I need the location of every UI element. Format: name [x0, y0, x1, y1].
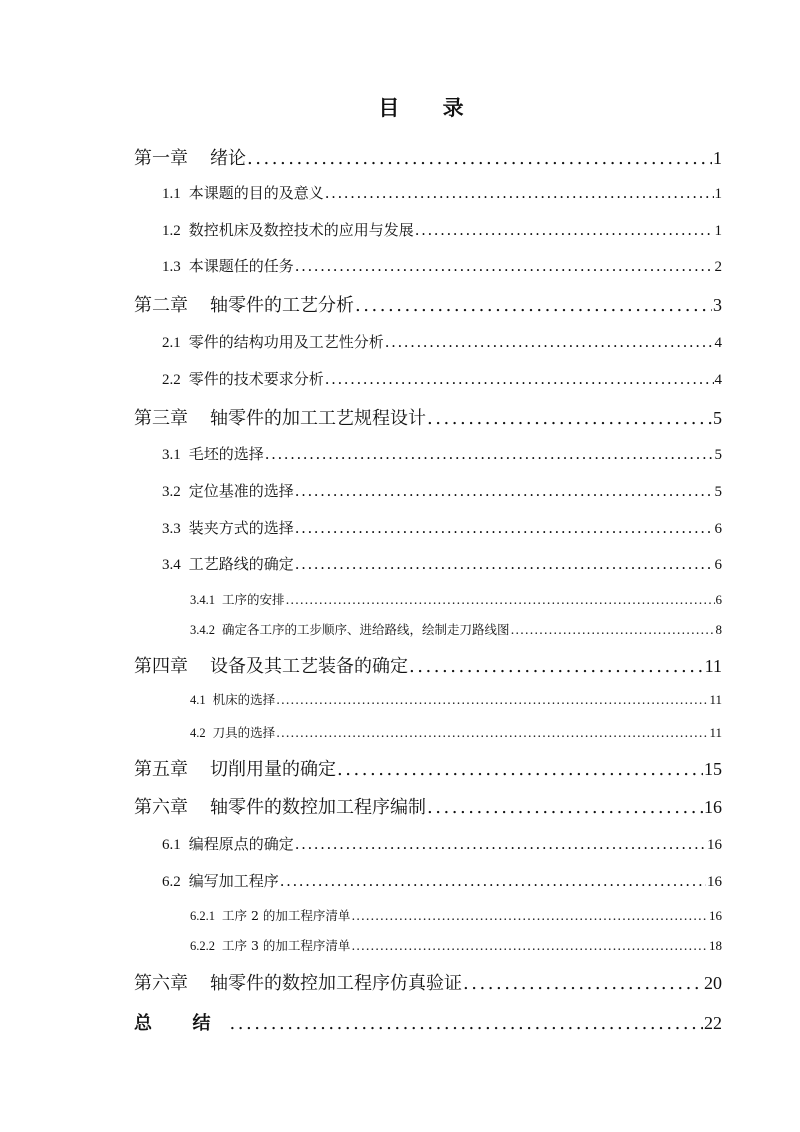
- toc-entry-number: 3.4.2: [190, 623, 215, 637]
- dot-leader: [280, 872, 706, 890]
- toc-entry-page-number: 11: [709, 725, 722, 740]
- toc-entry-number: 3.4: [162, 557, 181, 573]
- toc-entry[interactable]: [134, 404, 722, 430]
- toc-entry-page-number: 16: [709, 908, 722, 923]
- toc-entry-title: 零件的结构功用及工艺性分析: [188, 333, 384, 351]
- toc-entry[interactable]: [190, 620, 722, 638]
- toc-entry-page-number: 1: [713, 148, 722, 168]
- toc-entry-label: [190, 620, 510, 638]
- toc-entry-page-number: 3: [713, 295, 722, 315]
- dot-leader: [351, 938, 708, 953]
- toc-entry-page-number: 20: [704, 973, 722, 993]
- toc-entry-page-number: 16: [707, 837, 722, 853]
- dot-leader: [351, 908, 708, 923]
- toc-entry[interactable]: [134, 144, 722, 170]
- toc-entry-label: [162, 219, 414, 240]
- toc-entry-title: 本课题任的任务: [188, 257, 294, 275]
- toc-entry-label: [134, 755, 336, 781]
- toc-entry-page-number: 1: [714, 186, 722, 202]
- toc-entry[interactable]: [134, 652, 722, 678]
- dot-leader: [295, 482, 714, 500]
- toc-entry-label: [162, 833, 294, 854]
- toc-entry-label: [190, 906, 350, 924]
- toc-entry-number: 第六章: [134, 797, 188, 817]
- toc-entry-title: 轴零件的数控加工程序编制: [210, 797, 426, 818]
- toc-entry[interactable]: [190, 690, 722, 708]
- toc-entry-page-number: 15: [704, 759, 722, 779]
- toc-entry-label: [162, 331, 384, 352]
- toc-entry-title: 轴零件的工艺分析: [210, 295, 354, 316]
- toc-entry-number: 第五章: [134, 759, 188, 779]
- toc-entry-number: 4.1: [190, 693, 206, 707]
- toc-entry[interactable]: [190, 723, 722, 741]
- dot-leader: [427, 408, 712, 429]
- toc-entry-number: 第四章: [134, 656, 188, 676]
- toc-entry-label: [162, 368, 324, 389]
- dot-leader: [295, 519, 714, 537]
- toc-entry-label: [134, 969, 462, 995]
- toc-entry-page-number: 11: [704, 656, 722, 676]
- toc-entry-title: 数控机床及数控技术的应用与发展: [188, 221, 414, 239]
- toc-entry-title: 工序的安排: [222, 592, 285, 607]
- toc-entry-number: 2.2: [162, 372, 181, 388]
- toc-entry-number: 第三章: [134, 408, 188, 428]
- toc-entry[interactable]: [162, 182, 722, 203]
- toc-title: 目 录: [378, 96, 482, 120]
- toc-entry-page-number: 2: [714, 259, 722, 275]
- toc-entry-page-number: 22: [704, 1013, 722, 1033]
- dot-leader: [276, 725, 708, 740]
- dot-leader: [415, 221, 714, 239]
- toc-entry-title: 绪论: [210, 148, 246, 169]
- toc-entry-number: 3.3: [162, 521, 181, 537]
- toc-entry-number: 1.3: [162, 259, 181, 275]
- dot-leader: [337, 759, 703, 780]
- toc-entry-number: 1.1: [162, 186, 181, 202]
- toc-entry-page-number: 16: [704, 797, 722, 817]
- dot-leader: [230, 1013, 704, 1034]
- toc-entry-title: 设备及其工艺装备的确定: [210, 656, 408, 677]
- toc-entry-page-number: 6: [714, 521, 722, 537]
- toc-entry-label: [190, 723, 275, 741]
- toc-entry-title: 本课题的目的及意义: [188, 184, 324, 202]
- toc-entry-page-number: 4: [714, 372, 722, 388]
- toc-entry-title: 定位基准的选择: [188, 482, 294, 500]
- toc-entry-label: [162, 255, 294, 276]
- toc-entry-number: 6.2.2: [190, 939, 215, 953]
- toc-entry-page-number: 16: [707, 874, 722, 890]
- toc-entry-number: 1.2: [162, 223, 181, 239]
- toc-entry-number: 6.2: [162, 874, 181, 890]
- dot-leader: [247, 148, 712, 169]
- toc-entry-label: [190, 690, 275, 708]
- toc-entry-number: 4.2: [190, 726, 206, 740]
- toc-entry-label: [162, 553, 294, 574]
- toc-entry-title: 工艺路线的确定: [188, 555, 294, 573]
- dot-leader: [276, 692, 708, 707]
- toc-entry-number: 3.2: [162, 484, 181, 500]
- toc-entry-label: [162, 443, 264, 464]
- toc-entry-label: [134, 793, 426, 819]
- toc-entry[interactable]: [162, 553, 722, 574]
- dot-leader: [265, 445, 714, 463]
- toc-entry-title: 编写加工程序: [188, 872, 279, 890]
- dot-leader: [325, 370, 714, 388]
- toc-entry-title: 工序 3 的加工程序清单: [222, 938, 351, 953]
- toc-entry-page-number: 5: [714, 447, 722, 463]
- toc-entry-number: 第六章: [134, 973, 188, 993]
- toc-entry-label: [134, 652, 408, 678]
- toc-entry-label: [162, 182, 324, 203]
- toc-entry-title: 工序 2 的加工程序清单: [222, 908, 351, 923]
- toc-entry-page-number: 1: [714, 223, 722, 239]
- toc-entry-number: 6.1: [162, 837, 181, 853]
- toc-entry-label: [134, 1009, 229, 1035]
- toc-entry-title: 轴零件的数控加工程序仿真验证: [210, 973, 462, 994]
- toc-entry[interactable]: [162, 219, 722, 240]
- toc-entry-label: [134, 144, 246, 170]
- dot-leader: [409, 656, 704, 677]
- toc-entry-number: 2.1: [162, 335, 181, 351]
- toc-entry[interactable]: [162, 870, 722, 891]
- toc-entry-page-number: 6: [714, 557, 722, 573]
- toc-entry-page-number: 18: [709, 938, 722, 953]
- toc-entry-number: 6.2.1: [190, 909, 215, 923]
- dot-leader: [427, 797, 703, 818]
- toc-entry-page-number: 4: [714, 335, 722, 351]
- toc-entry-title: 装夹方式的选择: [188, 519, 294, 537]
- toc-entry-label: [162, 870, 279, 891]
- toc-entry[interactable]: [134, 755, 722, 781]
- toc-entry-label: [190, 590, 285, 608]
- toc-entry-title: 毛坯的选择: [188, 445, 264, 463]
- toc-entry-label: [134, 291, 354, 317]
- dot-leader: [355, 295, 712, 316]
- toc-entry-number: 3.1: [162, 447, 181, 463]
- toc-entry[interactable]: [134, 969, 722, 995]
- toc-entry[interactable]: [162, 255, 722, 276]
- toc-entry-label: [134, 404, 426, 430]
- toc-entry-summary[interactable]: [134, 1009, 722, 1035]
- toc-entry-label: [162, 480, 294, 501]
- toc-entry-label: [190, 936, 350, 954]
- toc-entry[interactable]: [134, 793, 722, 819]
- toc-entry[interactable]: [190, 590, 722, 608]
- toc-entry-title: 零件的技术要求分析: [188, 370, 324, 388]
- dot-leader: [295, 257, 714, 275]
- toc-entry[interactable]: [162, 833, 722, 854]
- dot-leader: [286, 592, 715, 607]
- toc-entry[interactable]: [134, 291, 722, 317]
- toc-entry[interactable]: [190, 906, 722, 924]
- toc-entry-label: [162, 517, 294, 538]
- dot-leader: [325, 184, 714, 202]
- dot-leader: [511, 622, 715, 637]
- toc-entry-title: 确定各工序的工步顺序、进给路线，绘制走刀路线图: [222, 622, 510, 637]
- toc-entry-number: 第一章: [134, 148, 188, 168]
- toc-entry-page-number: 6: [715, 592, 722, 607]
- toc-entry-title: 编程原点的确定: [188, 835, 294, 853]
- toc-entry[interactable]: [162, 331, 722, 352]
- toc-entry[interactable]: [162, 480, 722, 501]
- toc-entry-page-number: 11: [709, 692, 722, 707]
- toc-entry-number: 3.4.1: [190, 593, 215, 607]
- dot-leader: [385, 333, 714, 351]
- toc-entry[interactable]: [162, 517, 722, 538]
- toc-entry-title: 切削用量的确定: [210, 759, 336, 780]
- toc-entry-page-number: 5: [713, 408, 722, 428]
- toc-entry-number: 总 结: [134, 1013, 229, 1033]
- dot-leader: [295, 555, 714, 573]
- toc-entry-page-number: 5: [714, 484, 722, 500]
- toc-entry[interactable]: [190, 936, 722, 954]
- toc-entry-page-number: 8: [715, 622, 722, 637]
- dot-leader: [295, 835, 706, 853]
- toc-entry-number: 第二章: [134, 295, 188, 315]
- dot-leader: [463, 973, 703, 994]
- toc-entry[interactable]: [162, 368, 722, 389]
- toc-entry-title: 轴零件的加工工艺规程设计: [210, 408, 426, 429]
- toc-entry[interactable]: [162, 443, 722, 464]
- toc-entry-title: 机床的选择: [212, 692, 276, 707]
- toc-entry-title: 刀具的选择: [212, 725, 276, 740]
